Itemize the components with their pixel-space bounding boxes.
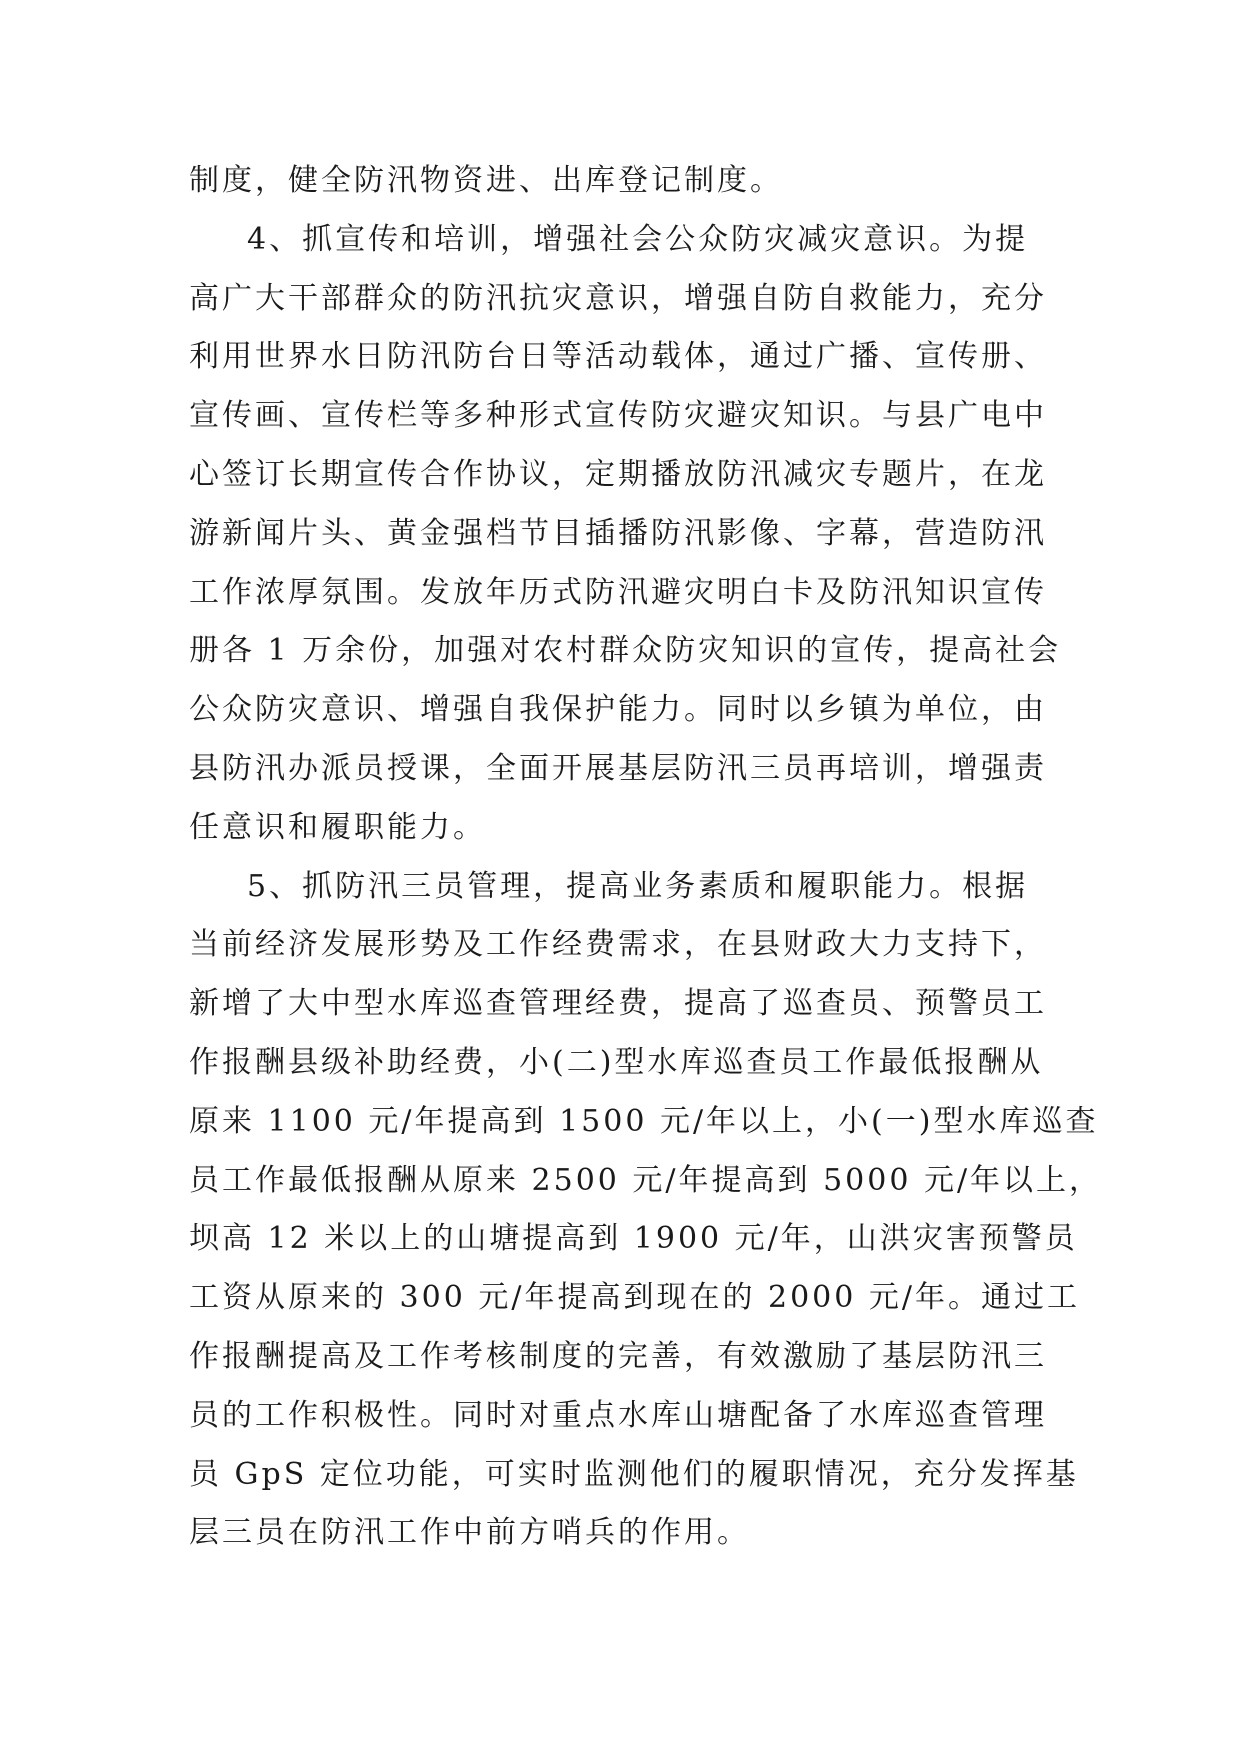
text-line: 心签订长期宣传合作协议，定期播放防汛减灾专题片，在龙 xyxy=(189,456,1047,492)
text-line: 工作浓厚氛围。发放年历式防汛避灾明白卡及防汛知识宣传 xyxy=(189,574,1047,610)
text-line: 4、抓宣传和培训，增强社会公众防灾减灾意识。为提 xyxy=(247,221,1029,257)
body-text xyxy=(189,152,1103,1563)
text-line: 员 GpS 定位功能，可实时监测他们的履职情况，充分发挥基 xyxy=(189,1456,1079,1492)
text-line: 作报酬县级补助经费，小(二)型水库巡查员工作最低报酬从 xyxy=(189,1044,1044,1080)
text-line: 新增了大中型水库巡查管理经费，提高了巡查员、预警员工 xyxy=(189,986,1047,1022)
text-line: 层三员在防汛工作中前方哨兵的作用。 xyxy=(189,1515,750,1551)
text-line: 利用世界水日防汛防台日等活动载体，通过广播、宣传册、 xyxy=(189,339,1047,375)
text-line: 员工作最低报酬从原来 2500 元/年提高到 5000 元/年以上， xyxy=(189,1162,1103,1198)
text-line: 当前经济发展形势及工作经费需求，在县财政大力支持下， xyxy=(189,927,1047,963)
text-line: 工资从原来的 300 元/年提高到现在的 2000 元/年。通过工 xyxy=(189,1280,1080,1316)
text-line: 作报酬提高及工作考核制度的完善，有效激励了基层防汛三 xyxy=(189,1338,1047,1374)
text-line: 县防汛办派员授课，全面开展基层防汛三员再培训，增强责 xyxy=(189,750,1047,786)
text-line: 坝高 12 米以上的山塘提高到 1900 元/年，山洪灾害预警员 xyxy=(189,1221,1078,1257)
text-line: 5、抓防汛三员管理，提高业务素质和履职能力。根据 xyxy=(247,868,1029,904)
text-line: 册各 1 万余份，加强对农村群众防灾知识的宣传，提高社会 xyxy=(189,633,1062,669)
text-line: 员的工作积极性。同时对重点水库山塘配备了水库巡查管理 xyxy=(189,1397,1047,1433)
text-line: 公众防灾意识、增强自我保护能力。同时以乡镇为单位，由 xyxy=(189,692,1047,728)
text-line: 高广大干部群众的防汛抗灾意识，增强自防自救能力，充分 xyxy=(189,280,1047,316)
text-line: 制度，健全防汛物资进、出库登记制度。 xyxy=(189,163,783,198)
text-line: 原来 1100 元/年提高到 1500 元/年以上，小(一)型水库巡查 xyxy=(189,1103,1099,1139)
text-line: 游新闻片头、黄金强档节目插播防汛影像、字幕，营造防汛 xyxy=(189,515,1047,551)
text-line: 宣传画、宣传栏等多种形式宣传防灾避灾知识。与县广电中 xyxy=(189,398,1047,434)
text-line: 任意识和履职能力。 xyxy=(189,809,486,845)
